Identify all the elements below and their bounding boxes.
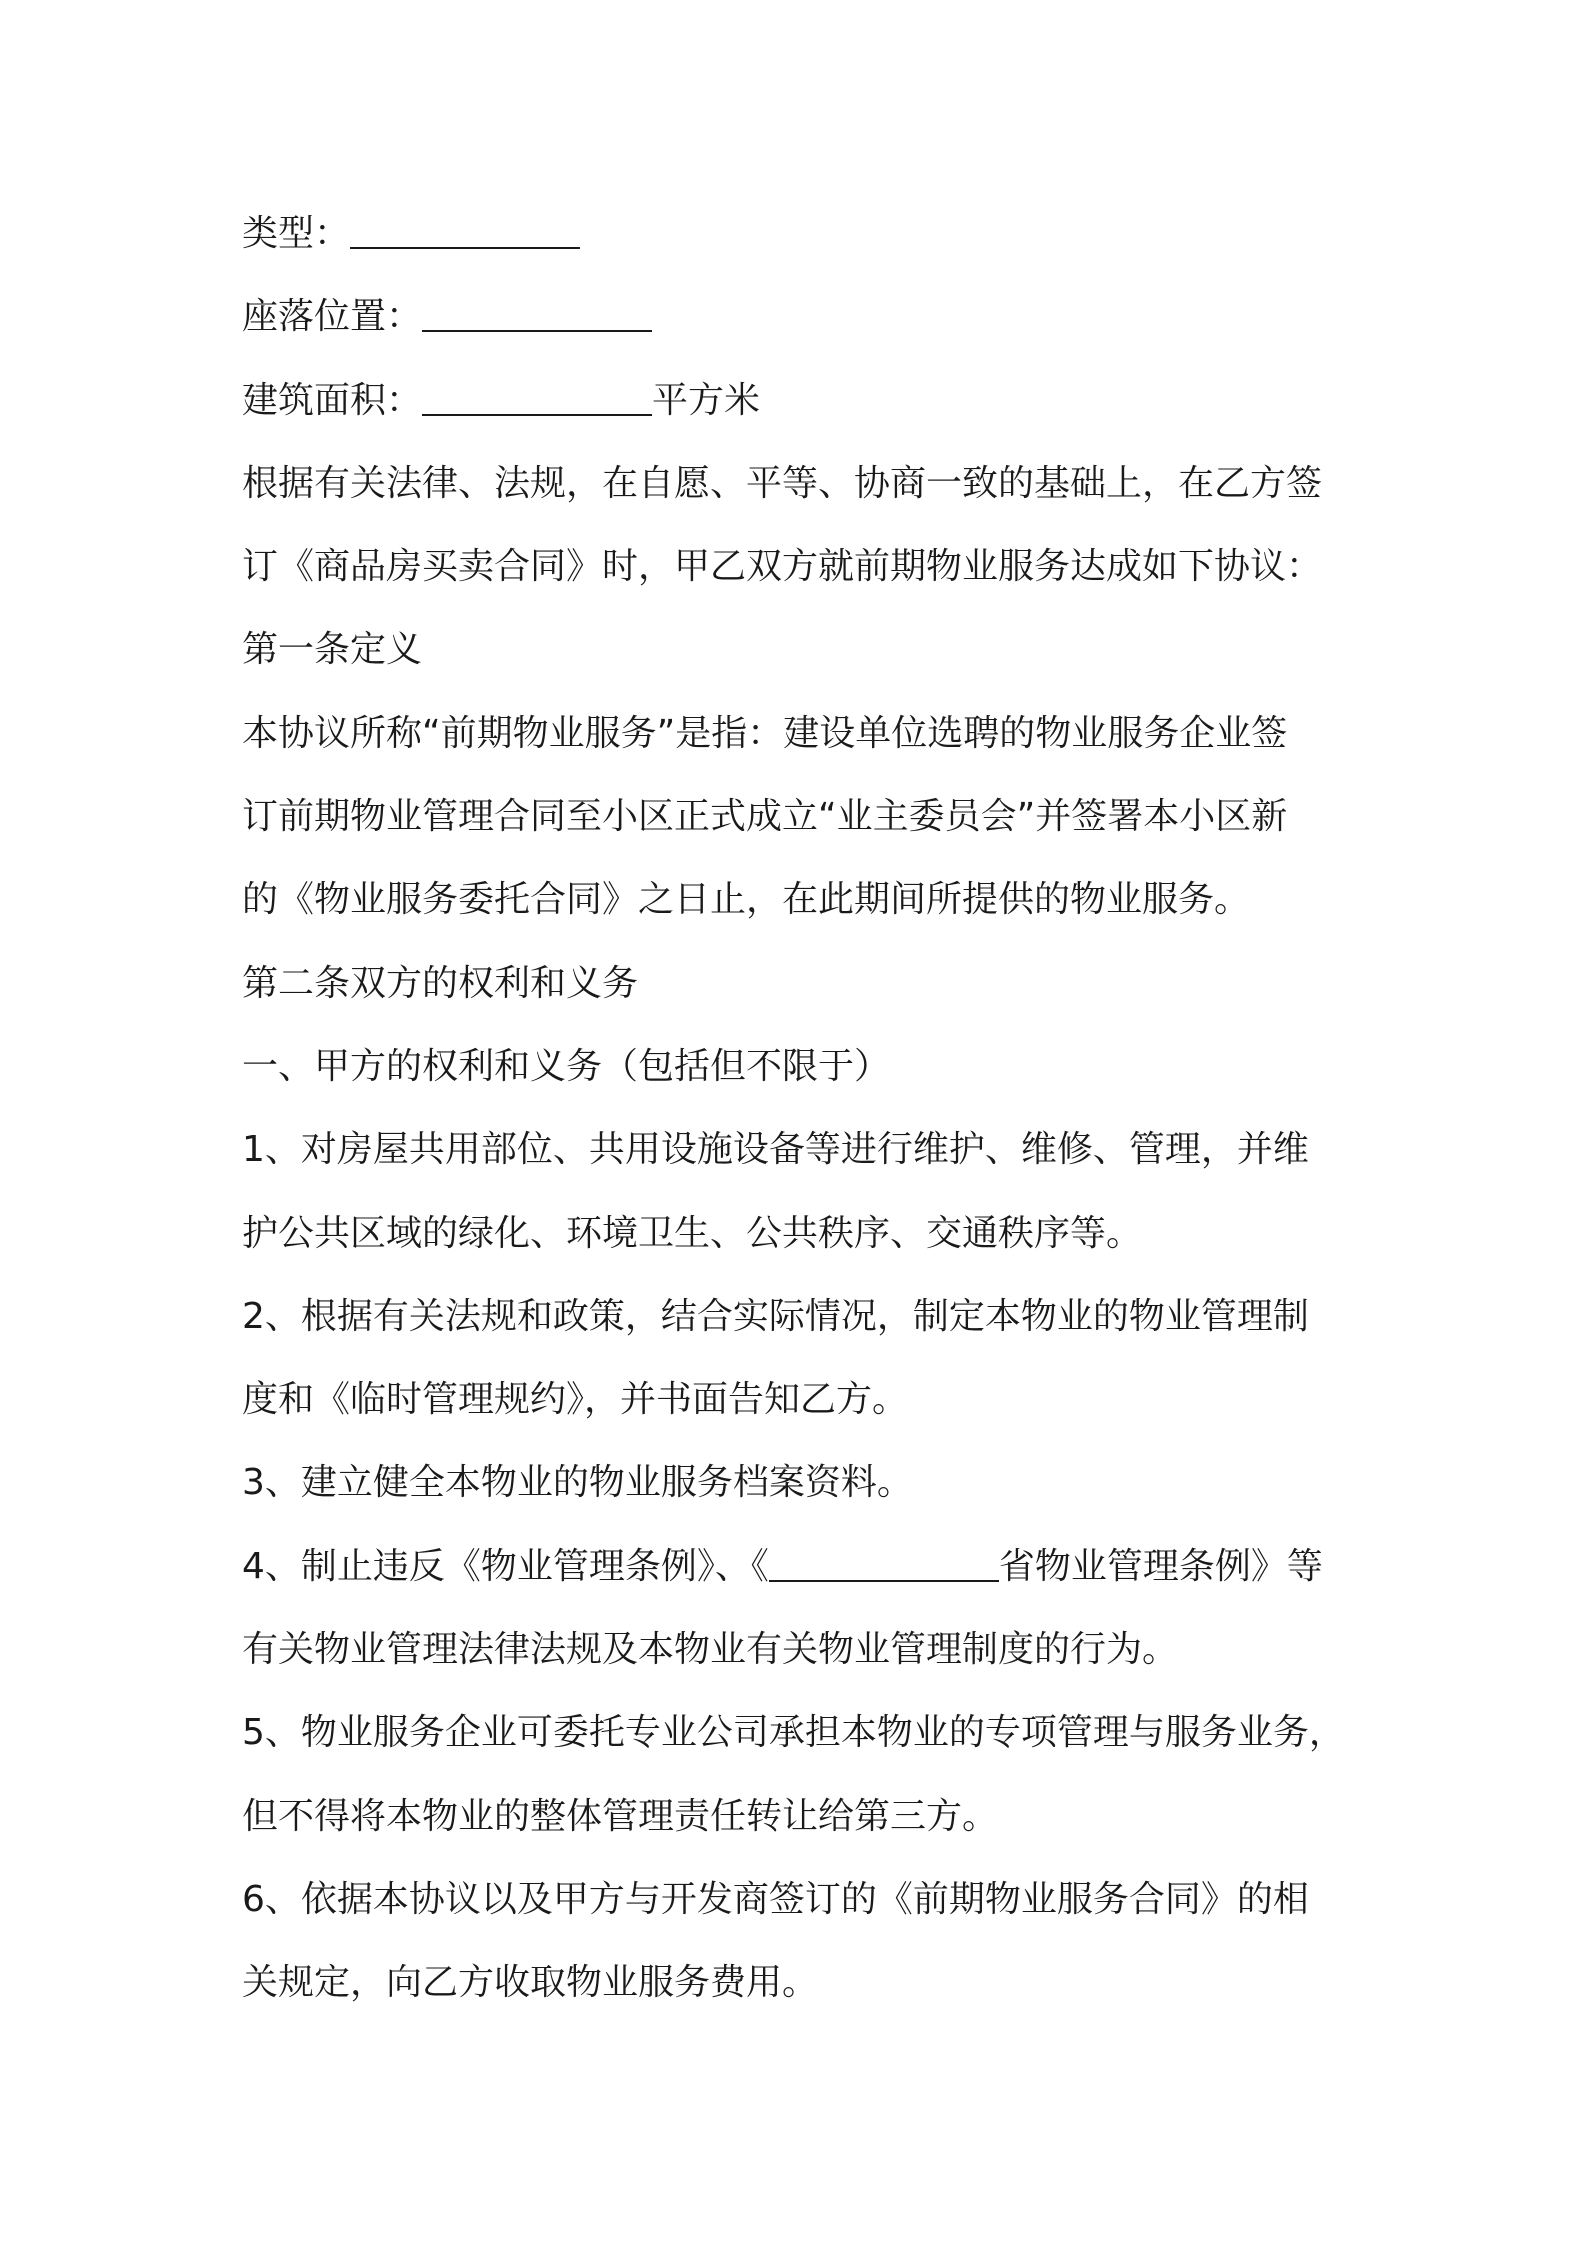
item-4-line: 有关物业管理法律法规及本物业有关物业管理制度的行为。	[242, 1629, 1179, 1671]
article-2-title: 第二条双方的权利和义务	[242, 962, 639, 1004]
location-blank	[422, 330, 652, 332]
item-5-line: 但不得将本物业的整体管理责任转让给第三方。	[242, 1795, 999, 1837]
paragraph-line: 本协议所称“前期物业服务”是指：建设单位选聘的物业服务企业签	[242, 712, 1288, 754]
item-5-line: 5、物业服务企业可委托专业公司承担本物业的专项管理与服务业务，	[242, 1712, 1345, 1754]
item-6-line: 6、依据本协议以及甲方与开发商签订的《前期物业服务合同》的相	[242, 1878, 1309, 1920]
type-blank	[350, 247, 580, 249]
paragraph-line: 订前期物业管理合同至小区正式成立“业主委员会”并签署本小区新	[242, 796, 1288, 838]
location-label: 座落位置：	[242, 296, 423, 338]
item-4-suffix: 省物业管理条例》等	[998, 1545, 1323, 1587]
item-4-prefix: 4、制止违反《物业管理条例》、《	[242, 1545, 769, 1587]
type-field	[242, 192, 1362, 275]
paragraph-line: 的《物业服务委托合同》之日止，在此期间所提供的物业服务。	[242, 879, 1251, 921]
item-2-line: 2、根据有关法规和政策，结合实际情况，制定本物业的物业管理制	[242, 1295, 1309, 1337]
item-1-line: 1、对房屋共用部位、共用设施设备等进行维护、维修、管理，并维	[242, 1129, 1309, 1171]
item-2-line: 度和《临时管理规约》，并书面告知乙方。	[242, 1379, 909, 1421]
area-label: 建筑面积：	[242, 379, 423, 421]
area-field	[242, 359, 1362, 442]
type-label: 类型：	[242, 213, 351, 254]
paragraph-line: 订《商品房买卖合同》时，甲乙双方就前期物业服务达成如下协议：	[242, 546, 1323, 588]
area-unit: 平方米	[652, 379, 761, 421]
province-blank	[769, 1580, 999, 1582]
item-4-line	[242, 1525, 1362, 1608]
paragraph-line: 根据有关法律、法规，在自愿、平等、协商一致的基础上，在乙方签	[242, 462, 1323, 504]
location-field	[242, 275, 1362, 358]
item-3-line: 3、建立健全本物业的物业服务档案资料。	[242, 1462, 913, 1504]
document-body	[242, 192, 1362, 2025]
item-6-line: 关规定，向乙方收取物业服务费用。	[242, 1962, 819, 2004]
section-1-title: 一、甲方的权利和义务（包括但不限于）	[242, 1045, 891, 1087]
item-1-line: 护公共区域的绿化、环境卫生、公共秩序、交通秩序等。	[242, 1212, 1143, 1254]
area-blank	[422, 414, 652, 416]
article-1-title: 第一条定义	[242, 629, 423, 671]
